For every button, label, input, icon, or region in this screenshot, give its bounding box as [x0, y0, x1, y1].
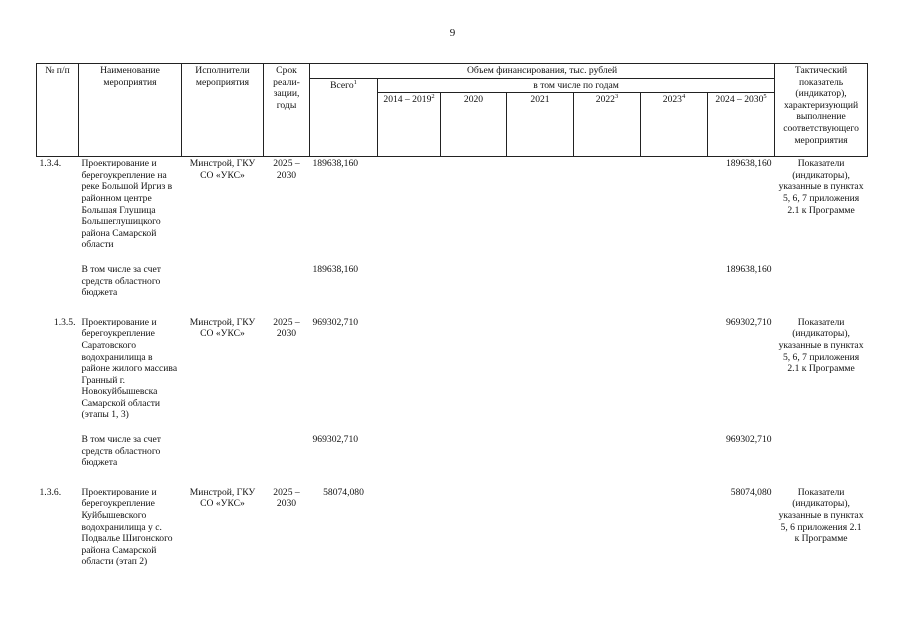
- row-total: 969302,710: [312, 316, 359, 328]
- header-by-years: в том числе по годам: [378, 78, 775, 93]
- header-year-label: 2022: [595, 94, 615, 106]
- table-subrow: [37, 422, 868, 470]
- header-num: № п/п: [37, 64, 79, 157]
- subrow-name: В том числе за счет средств областного бюджета: [81, 434, 161, 469]
- subrow-year-2024-2030: 969302,710: [725, 434, 772, 446]
- page-number: 9: [449, 27, 456, 39]
- header-year: [378, 93, 441, 157]
- header-year: [574, 93, 641, 157]
- table-row: [37, 316, 868, 422]
- header-year: [708, 93, 775, 157]
- subrow-total: 969302,710: [312, 434, 359, 446]
- row-num: 1.3.4.: [39, 158, 62, 170]
- header-total-footnote: 1: [353, 78, 357, 86]
- row-executors: Минстрой, ГКУ СО «УКС»: [189, 158, 256, 181]
- header-year: [441, 93, 507, 157]
- header-year-footnote: 5: [763, 93, 767, 100]
- row-indicator: Показатели (индикаторы), указанные в пунктах 5, 6, 7 приложения 2.1 к Программе: [778, 316, 864, 375]
- header-year-label: 2020: [463, 94, 484, 106]
- row-name: Проектирование и берегоукрепление Саратовского водохранилища в районе жилого массива Гранный г. Новокуйбышевска Самарской области (этапы 1, 3): [81, 316, 178, 421]
- subrow-year-2024-2030: 189638,160: [725, 263, 772, 275]
- row-year-2024-2030: 189638,160: [725, 158, 772, 170]
- financing-table: [36, 63, 868, 569]
- row-indicator: Показатели (индикаторы), указанные в пунктах 5, 6 приложения 2.1 к Программе: [778, 486, 864, 545]
- header-year-label: 2014 – 2019: [383, 94, 432, 106]
- header-total-label: Всего: [330, 79, 354, 91]
- header-year: [507, 93, 574, 157]
- header-total: [310, 78, 378, 157]
- subrow-name: В том числе за счет средств областного бюджета: [81, 263, 161, 299]
- row-term: 2025 – 2030: [273, 316, 300, 340]
- header-year-label: 2021: [530, 94, 550, 106]
- row-year-2024-2030: 969302,710: [725, 316, 772, 328]
- header-year-footnote: 3: [614, 93, 619, 100]
- header-year-label: 2023: [662, 94, 682, 106]
- header-name: Наименование мероприятия: [79, 64, 182, 157]
- row-num: 1.3.5.: [53, 316, 76, 328]
- header-year-footnote: 4: [681, 93, 686, 100]
- subrow-total: 189638,160: [312, 263, 359, 275]
- row-executors: Минстрой, ГКУ СО «УКС»: [189, 316, 256, 340]
- row-year-2024-2030: 58074,080: [730, 486, 772, 498]
- table-row: [37, 157, 868, 252]
- row-total: 189638,160: [312, 158, 359, 170]
- row-executors: Минстрой, ГКУ СО «УКС»: [189, 486, 256, 510]
- row-name: Проектирование и берегоукрепление Куйбышевского водохранилища у с. Подвалье Шигонского района Самарской области (этап 2): [81, 486, 173, 568]
- row-name: Проектирование и берегоукрепление на реке Большой Иргиз в районном центре Большая Глушица Большеглушицкого района Самарской области: [81, 158, 173, 251]
- header-funding: Объем финансирования, тыс. рублей: [310, 64, 775, 79]
- header-executors: Исполнители мероприятия: [182, 64, 264, 157]
- table-row: [37, 486, 868, 569]
- header-term: Срок реали-зации, годы: [264, 64, 310, 157]
- header-indicator: Тактический показатель (индикатор), характеризующий выполнение соответствующего мероприятия: [775, 64, 868, 157]
- row-num: 1.3.6.: [39, 486, 62, 498]
- table-subrow: [37, 252, 868, 300]
- row-term: 2025 – 2030: [273, 486, 300, 510]
- header-year: [641, 93, 708, 157]
- header-year-label: 2024 – 2030: [715, 94, 764, 106]
- header-year-footnote: 2: [431, 93, 435, 100]
- row-total: 58074,080: [323, 486, 364, 498]
- row-term: 2025 – 2030: [273, 158, 300, 181]
- row-indicator: Показатели (индикаторы), указанные в пунктах 5, 6, 7 приложения 2.1 к Программе: [778, 158, 864, 216]
